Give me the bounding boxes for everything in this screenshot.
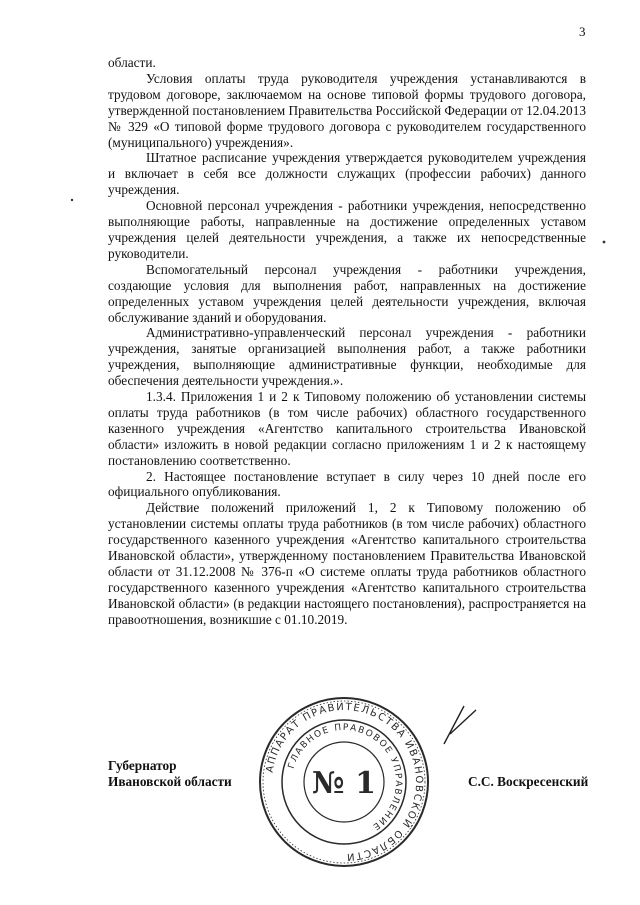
paragraph-item-1-3-4: 1.3.4. Приложения 1 и 2 к Типовому положению об установлении системы оплаты труда работников (в том числе рабочих) областного государственного казенного учреждения «Агентство капитального строительства Ивановской области» изложить в новой редакции согласно приложениям 1 и 2 к настоящему постановлению соответственно. (108, 389, 586, 468)
seal-inner-text: ГЛАВНОЕ ПРАВОВОЕ УПРАВЛЕНИЕ (286, 722, 404, 833)
paragraph-admin-staff: Административно-управленческий персонал учреждения - работники учреждения, занятые организацией выполнения работ, а также работники учреждения, выполняющие административные функции, необходимые для обеспечения деятельности учреждения.». (108, 325, 586, 389)
document-body (108, 55, 586, 628)
paragraph-main-staff: Основной персонал учреждения - работники учреждения, непосредственно выполняющие работы, направленные на достижение определенных уставом учреждения целей деятельности учреждения, а также их непосредственные руководители. (108, 198, 586, 261)
paragraph-continuation: области. (108, 55, 156, 70)
seal-outer-text: АППАРАТ ПРАВИТЕЛЬСТВА ИВАНОВСКОЙ ОБЛАСТИ (264, 701, 425, 863)
signature-title-line1: Губернатор (108, 758, 177, 773)
signature-title-line2: Ивановской области (108, 774, 232, 789)
paragraph-support-staff: Вспомогательный персонал учреждения - работники учреждения, создающие условия для выполнения работ, направленных на достижение определенных уставом учреждения целей деятельности учреждения, включая обслуживание зданий и оборудования. (108, 261, 586, 325)
scan-mark-icon (68, 196, 76, 204)
paragraph-effective-date: Действие положений приложений 1, 2 к Типовому положению об установлении системы оплаты труда работников (в том числе рабочих) областного государственного казенного учреждения «Агентство капитального строительства Ивановской области», утвержденному постановлением Правительства Ивановской области от 31.12.2008 № 376-п «О системе оплаты труда работников областного государственного казенного учреждения «Агентство капитального строительства Ивановской области» (в редакции настоящего постановления), распространяется на правоотношения, возникшие с 01.10.2019. (108, 500, 586, 627)
seal-number: № 1 (312, 766, 376, 801)
paragraph-salary-conditions: Условия оплаты труда руководителя учреждения устанавливаются в трудовом договоре, заключаемом на основе типовой формы трудового договора, утвержденной постановлением Правительства Российской Федерации от 12.04.2013 № 329 «О типовой форме трудового договора с руководителем государственного (муниципального) учреждения». (108, 70, 586, 150)
scan-mark-icon (600, 238, 608, 246)
signature-title (108, 758, 232, 790)
official-seal-icon (258, 696, 430, 868)
page-number: 3 (579, 24, 586, 39)
paragraph-item-2: 2. Настоящее постановление вступает в силу через 10 дней после его официального опубликования. (108, 468, 586, 500)
paragraph-staff-schedule: Штатное расписание учреждения утверждается руководителем учреждения и включает в себя все должности служащих (профессии рабочих) данного учреждения. (108, 150, 586, 198)
signature-icon (436, 700, 486, 750)
signer-name: С.С. Воскресенский (468, 774, 589, 789)
